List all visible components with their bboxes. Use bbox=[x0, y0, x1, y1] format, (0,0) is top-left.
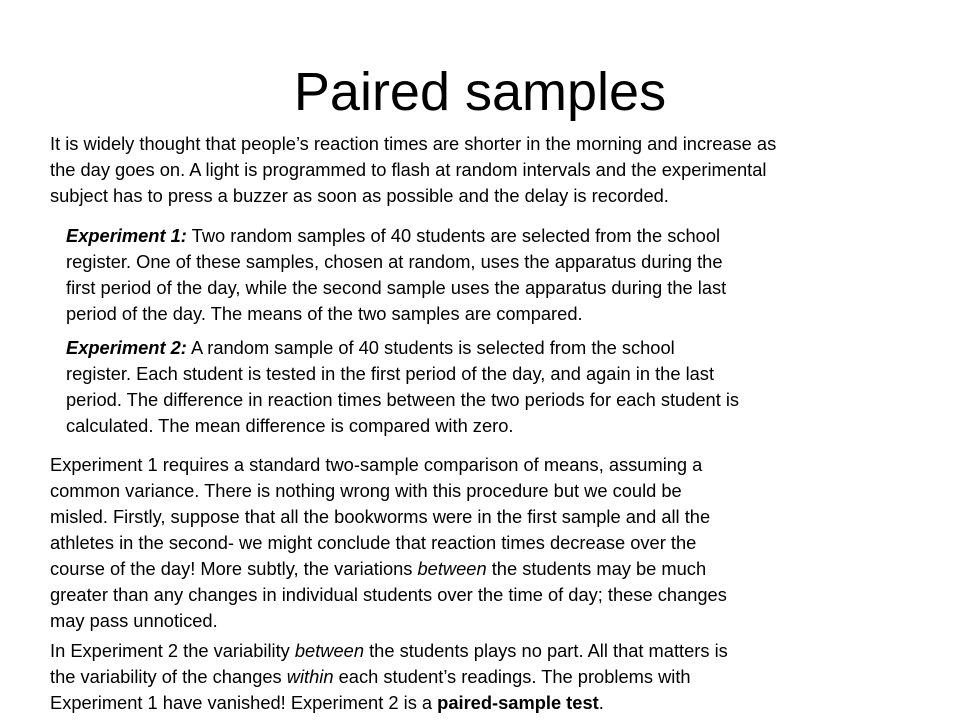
experiment-1-line: first period of the day, while the second sample uses the apparatus during the last bbox=[66, 277, 727, 298]
discussion-text: In Experiment 2 the variability bbox=[50, 640, 295, 661]
experiment-2-line bbox=[66, 335, 739, 361]
discussion-text: each student’s readings. The problems with bbox=[333, 666, 691, 687]
slide-title: Paired samples bbox=[293, 62, 667, 122]
discussion-line: Experiment 1 requires a standard two-sample comparison of means, assuming a bbox=[50, 454, 703, 475]
experiment-2-line: period. The difference in reaction times between the two periods for each student is bbox=[66, 389, 740, 410]
discussion-text: . bbox=[598, 692, 604, 713]
discussion-line bbox=[50, 638, 728, 664]
experiment-1-paragraph bbox=[66, 223, 726, 327]
experiment-2-line: register. Each student is tested in the first period of the day, and again in the last bbox=[66, 363, 715, 384]
discussion-paragraph-2 bbox=[50, 638, 728, 716]
intro-line: subject has to press a buzzer as soon as possible and the delay is recorded. bbox=[50, 185, 669, 206]
experiment-2-line: calculated. The mean difference is compared with zero. bbox=[66, 415, 514, 436]
experiment-2-heading: Experiment 2: bbox=[66, 337, 187, 358]
discussion-line: greater than any changes in individual students over the time of day; these changes bbox=[50, 584, 727, 605]
intro-line: It is widely thought that people’s reaction times are shorter in the morning and increase as bbox=[50, 133, 777, 154]
experiment-2-paragraph bbox=[66, 335, 739, 439]
experiment-1-line bbox=[66, 223, 726, 249]
intro-paragraph bbox=[50, 131, 776, 209]
emphasis-between: between bbox=[294, 640, 365, 661]
discussion-line: athletes in the second- we might conclude that reaction times decrease over the bbox=[50, 532, 697, 553]
experiment-1-line: register. One of these samples, chosen at random, uses the apparatus during the bbox=[66, 251, 723, 272]
experiment-2-text: A random sample of 40 students is selected from the school bbox=[186, 337, 675, 358]
experiment-1-heading: Experiment 1: bbox=[66, 225, 187, 246]
discussion-line bbox=[50, 664, 728, 690]
discussion-text: the variability of the changes bbox=[50, 666, 287, 687]
discussion-text: the students may be much bbox=[486, 558, 707, 579]
experiment-1-line: period of the day. The means of the two samples are compared. bbox=[66, 303, 583, 324]
discussion-paragraph-1 bbox=[50, 452, 727, 634]
emphasis-within: within bbox=[286, 666, 334, 687]
discussion-line: may pass unnoticed. bbox=[50, 610, 218, 631]
discussion-line bbox=[50, 556, 727, 582]
paired-sample-term: paired-sample test bbox=[437, 692, 599, 713]
discussion-text: the students plays no part. All that matters is bbox=[364, 640, 728, 661]
discussion-line: misled. Firstly, suppose that all the bookworms were in the first sample and all the bbox=[50, 506, 711, 527]
intro-line: the day goes on. A light is programmed to flash at random intervals and the experimental bbox=[50, 159, 767, 180]
discussion-line: common variance. There is nothing wrong with this procedure but we could be bbox=[50, 480, 682, 501]
discussion-text: Experiment 1 have vanished! Experiment 2 is a bbox=[50, 692, 438, 713]
discussion-text: course of the day! More subtly, the variations bbox=[50, 558, 418, 579]
experiment-1-text: Two random samples of 40 students are selected from the school bbox=[186, 225, 721, 246]
emphasis-between: between bbox=[417, 558, 487, 579]
discussion-line bbox=[50, 690, 728, 716]
